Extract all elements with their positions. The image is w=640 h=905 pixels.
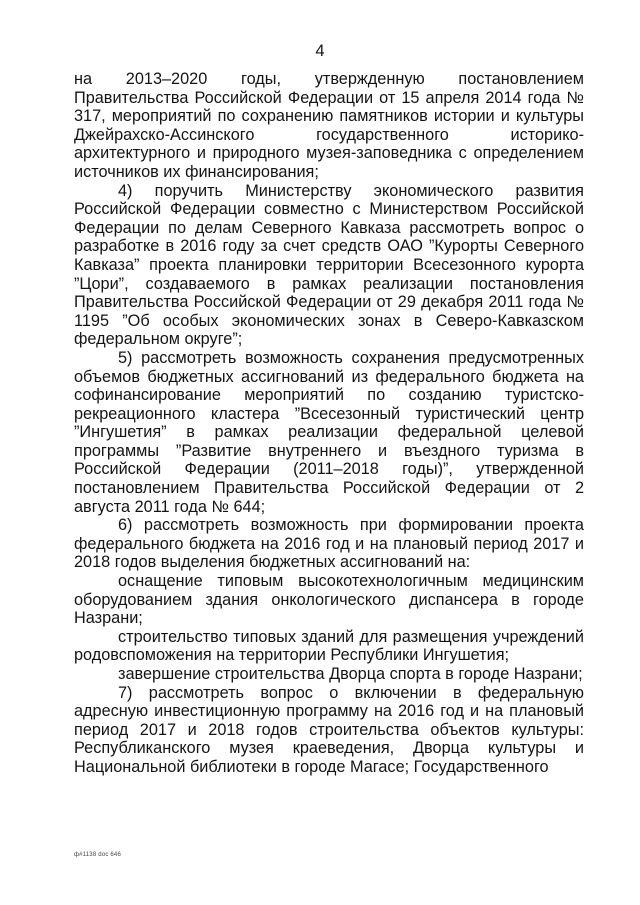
paragraph-4: 6) рассмотреть возможность при формировании проекта федерального бюджета на 2016 год и на плановый период 2017 и 2018 годов выделения бюджетных ассигнований на: (74, 516, 584, 572)
paragraph-3: 5) рассмотреть возможность сохранения предусмотренных объемов бюджетных ассигнований из федерального бюджета на софинансирование мероприятий по созданию туристско-рекреационного кластера ”Всесезонный туристический центр ”Ингушетия” в рамках реализации федеральной целевой программы ”Развитие внутреннего и въездного туризма в Российской Федерации (2011–2018 годы)”, утвержденной постановлением Правительства Российской Федерации от 2 августа 2011 года № 644; (74, 348, 584, 516)
paragraph-2: 4) поручить Министерству экономического развития Российской Федерации совместно с Министерством Российской Федерации по делам Северного Кавказа рассмотреть вопрос о разработке в 2016 году за счет средств ОАО ”Курорты Северного Кавказа” проекта планировки территории Всесезонного курорта ”Цори”, создаваемого в рамках реализации постановления Правительства Российской Федерации от 29 декабря 2011 года № 1195 ”Об особых экономических зонах в Северо-Кавказском федеральном округе”; (74, 181, 584, 349)
paragraph-6: строительство типовых зданий для размещения учреждений родовспоможения на территории Республики Ингушетия; (74, 627, 584, 665)
paragraph-1: на 2013–2020 годы, утвержденную постановлением Правительства Российской Федерации от 15 апреля 2014 года № 317, мероприятий по сохранению памятников истории и культуры Джейрахско-Ассинского государственного историко-архитектурного и природного музея-заповедника с определением источников их финансирования; (74, 70, 584, 181)
paragraph-8: 7) рассмотреть вопрос о включении в федеральную адресную инвестиционную программу на 2016 год и на плановый период 2017 и 2018 годов строительства объектов культуры: Республиканского музея краеведения, Дворца культуры и Национальной библиотеки в городе Магасе; Государственного (74, 683, 584, 776)
document-body (74, 70, 584, 777)
page-number: 4 (315, 42, 325, 60)
footer-code: ф#1138 doc 646 (74, 852, 121, 858)
paragraph-5: оснащение типовым высокотехнологичным медицинским оборудованием здания онкологического диспансера в городе Назрани; (74, 572, 584, 628)
paragraph-7: завершение строительства Дворца спорта в городе Назрани; (118, 665, 583, 683)
